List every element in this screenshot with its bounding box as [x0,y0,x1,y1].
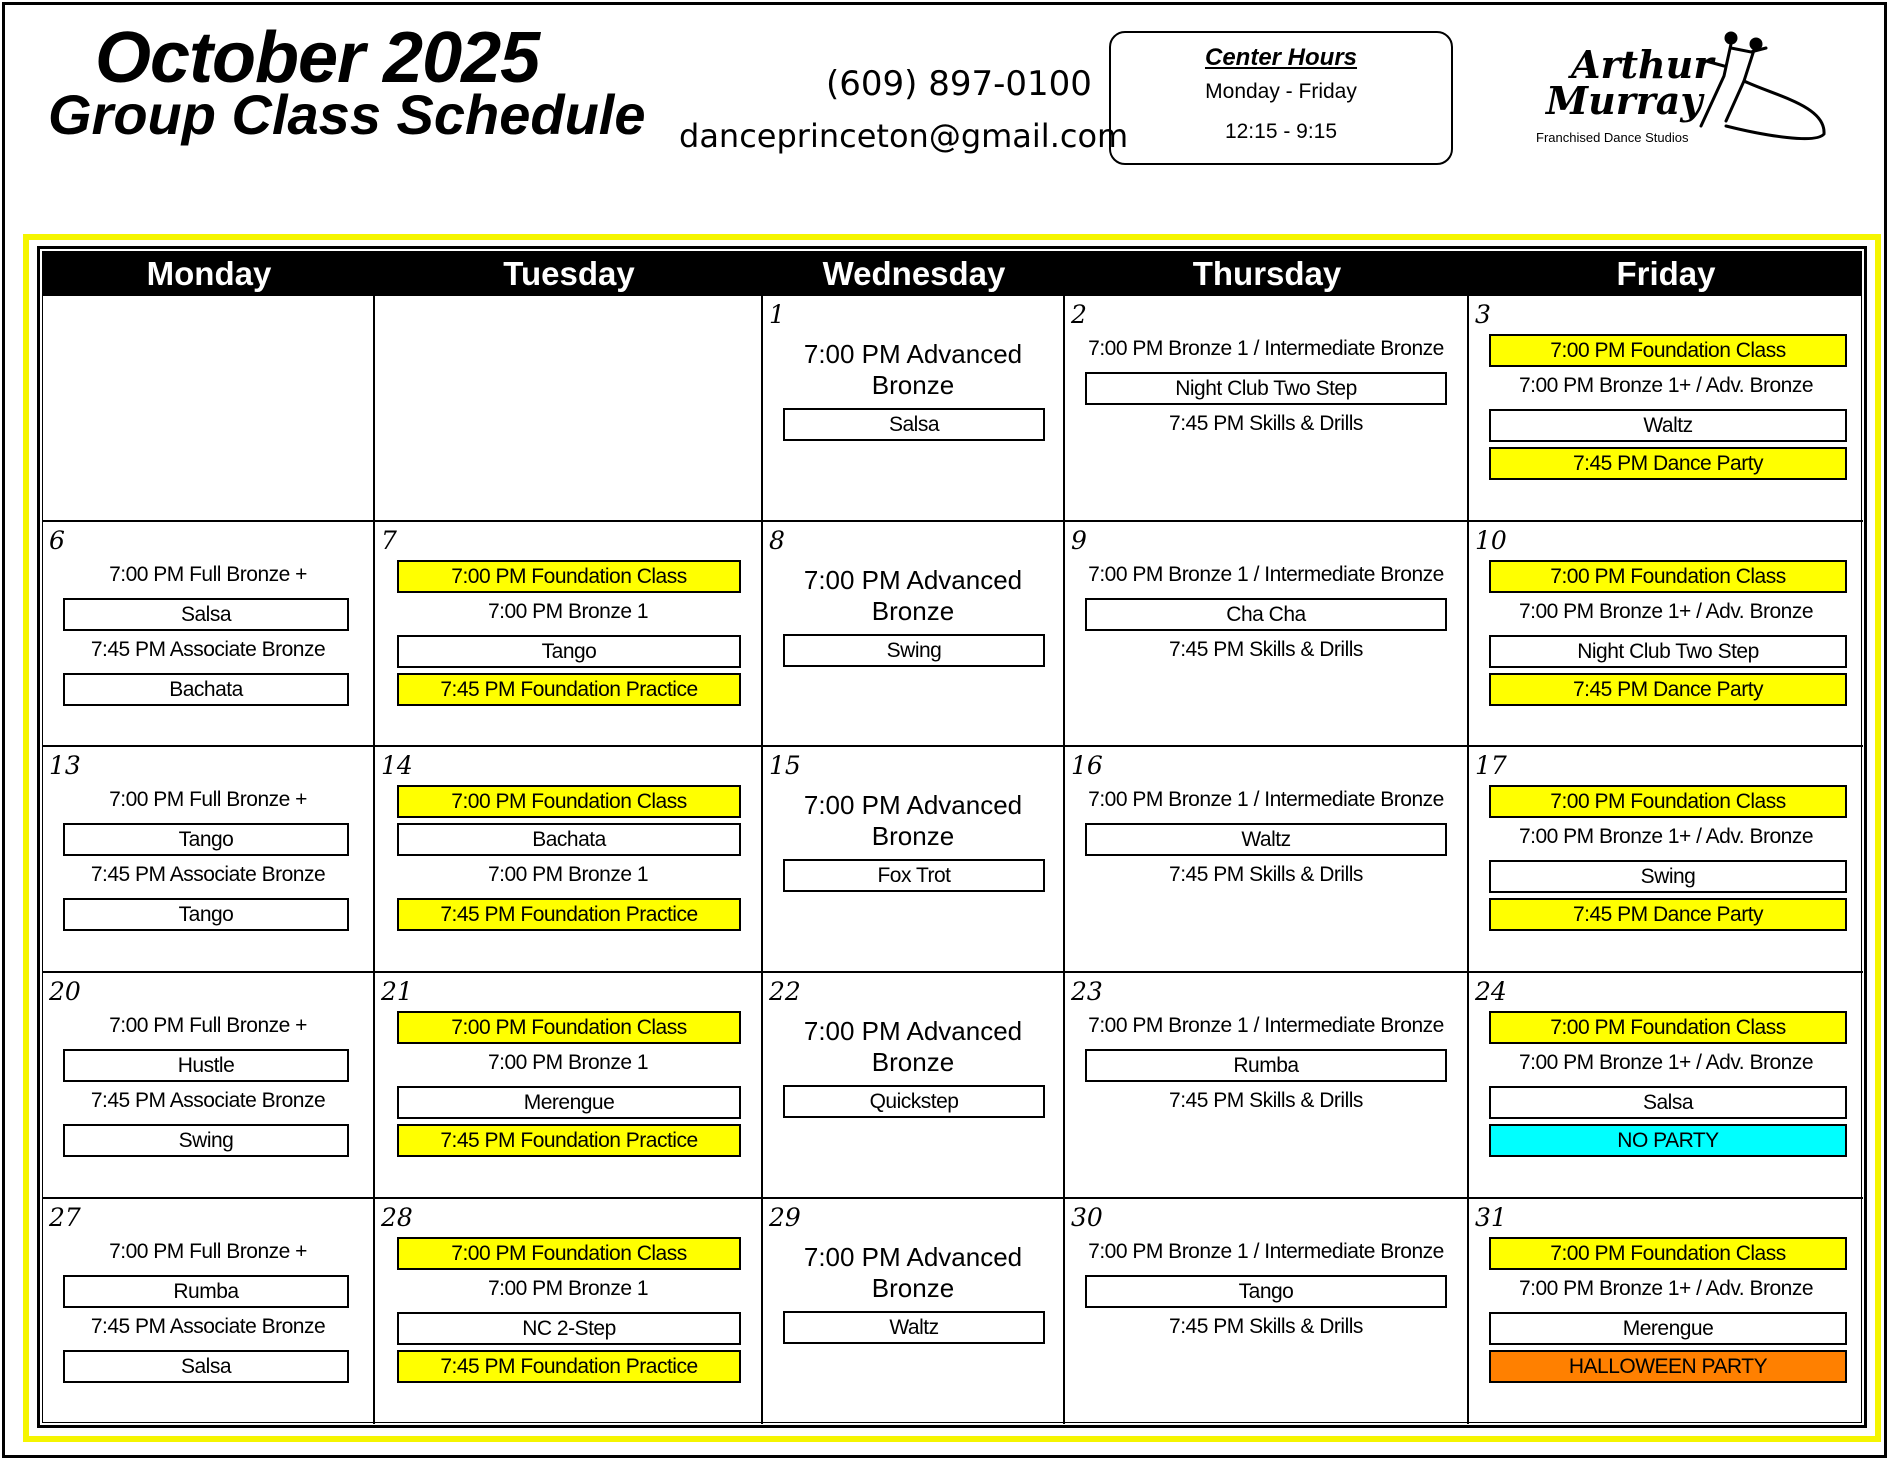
day-number: 13 [49,751,81,780]
class-level: Bronze [871,1273,955,1303]
class-time: 7:00 PM Bronze 1+ / Adv. Bronze [1518,825,1814,848]
dance-style-box: Swing [63,1124,349,1157]
class-time: 7:45 PM Skills & Drills [1169,863,1363,886]
day-number: 17 [1475,751,1507,780]
dance-style-box: Swing [783,634,1045,667]
day-number: 21 [381,977,413,1006]
dance-style-box: Salsa [63,1350,349,1383]
class-time: 7:45 PM Associate Bronze [90,638,326,661]
day-cell [1065,1199,1469,1424]
day-number: 15 [769,751,801,780]
class-time: 7:00 PM Bronze 1+ / Adv. Bronze [1518,374,1814,397]
class-time: 7:00 PM Bronze 1 / Intermediate Bronze [1088,788,1444,811]
foundation-practice-box: 7:45 PM Foundation Practice [397,673,741,706]
dancing-couple-icon [1701,33,1824,139]
class-time: 7:45 PM Associate Bronze [90,1315,326,1338]
foundation-practice-box: 7:45 PM Foundation Practice [397,1350,741,1383]
day-cell [1065,296,1469,522]
class-time: 7:00 PM Bronze 1+ / Adv. Bronze [1518,600,1814,623]
day-cell [763,1199,1065,1424]
foundation-class-box: 7:00 PM Foundation Class [397,785,741,818]
weekday-wed: Wednesday [822,255,1006,292]
class-time: 7:45 PM Skills & Drills [1169,1089,1363,1112]
day-number: 10 [1475,526,1507,555]
weekday-header [43,252,1861,296]
class-level: Bronze [871,596,955,626]
class-time: 7:00 PM Bronze 1 [487,600,649,623]
day-number: 24 [1475,977,1507,1006]
no-party-box: NO PARTY [1489,1124,1847,1157]
day-cell [1469,973,1863,1199]
class-level: Bronze [871,1047,955,1077]
dance-style-box: Waltz [1085,823,1447,856]
day-number: 7 [381,526,397,555]
day-cell [1469,747,1863,973]
class-time: 7:00 PM Bronze 1 / Intermediate Bronze [1088,1240,1444,1263]
dance-style-box: Bachata [63,673,349,706]
foundation-class-box: 7:00 PM Foundation Class [1489,785,1847,818]
foundation-class-box: 7:00 PM Foundation Class [1489,1237,1847,1270]
dance-style-box: Merengue [1489,1312,1847,1345]
logo-line1: Arthur [1571,42,1714,87]
foundation-class-box: 7:00 PM Foundation Class [397,1237,741,1270]
day-cell [43,747,375,973]
day-cell [1065,747,1469,973]
dance-party-box: 7:45 PM Dance Party [1489,898,1847,931]
foundation-practice-box: 7:45 PM Foundation Practice [397,898,741,931]
day-number: 9 [1071,526,1087,555]
dance-style-box: Rumba [63,1275,349,1308]
class-level: Bronze [871,370,955,400]
class-time: 7:00 PM Advanced [803,565,1023,595]
day-number: 23 [1071,977,1103,1006]
class-time: 7:45 PM Skills & Drills [1169,638,1363,661]
dance-style-box: Cha Cha [1085,598,1447,631]
day-number: 27 [49,1203,81,1232]
day-cell [375,522,763,747]
dance-style-box: Waltz [1489,409,1847,442]
dance-style-box: Salsa [783,408,1045,441]
foundation-class-box: 7:00 PM Foundation Class [1489,560,1847,593]
logo-svg [1526,26,1836,150]
dance-style-box: NC 2-Step [397,1312,741,1345]
day-number: 20 [49,977,81,1006]
phone-number[interactable]: (609) 897-0100 [826,64,1092,104]
day-number: 31 [1475,1203,1507,1232]
day-cell [763,973,1065,1199]
day-number: 2 [1071,300,1087,329]
class-time: 7:00 PM Advanced [803,790,1023,820]
class-time: 7:45 PM Associate Bronze [90,863,326,886]
class-time: 7:00 PM Bronze 1 / Intermediate Bronze [1088,337,1444,360]
class-level: Bronze [871,821,955,851]
dance-style-box: Night Club Two Step [1085,372,1447,405]
day-number: 30 [1071,1203,1103,1232]
calendar [37,246,1867,1428]
dance-style-box: Waltz [783,1311,1045,1344]
day-cell [43,522,375,747]
foundation-class-box: 7:00 PM Foundation Class [1489,334,1847,367]
foundation-class-box: 7:00 PM Foundation Class [397,1011,741,1044]
class-time: 7:00 PM Full Bronze + [109,1014,307,1037]
dance-style-box: Tango [63,823,349,856]
day-number: 22 [769,977,801,1006]
dance-style-box: Rumba [1085,1049,1447,1082]
page-title: October 2025 [95,18,540,98]
dance-style-box: Tango [397,635,741,668]
day-number: 1 [769,300,785,329]
weekday-fri: Friday [1616,255,1716,292]
dance-style-box: Hustle [63,1049,349,1082]
class-time: 7:00 PM Bronze 1 [487,863,649,886]
day-cell [375,973,763,1199]
arthur-murray-logo [1526,26,1836,150]
class-time: 7:00 PM Full Bronze + [109,563,307,586]
day-cell [43,1199,375,1424]
day-cell [1469,1199,1863,1424]
class-time: 7:00 PM Advanced [803,1016,1023,1046]
center-hours-time: 12:15 - 9:15 [1224,120,1338,143]
class-time: 7:00 PM Advanced [803,1242,1023,1272]
class-time: 7:00 PM Bronze 1 [487,1051,649,1074]
day-cell [763,522,1065,747]
dance-style-box: Tango [1085,1275,1447,1308]
halloween-party-box: HALLOWEEN PARTY [1489,1350,1847,1383]
dance-style-box: Quickstep [783,1085,1045,1118]
class-time: 7:00 PM Advanced [803,339,1023,369]
weekday-thu: Thursday [1192,255,1342,292]
logo-tagline: Franchised Dance Studios [1536,130,1689,145]
class-time: 7:45 PM Skills & Drills [1169,412,1363,435]
day-cell [763,747,1065,973]
day-cell [763,296,1065,522]
day-cell [375,1199,763,1424]
foundation-practice-box: 7:45 PM Foundation Practice [397,1124,741,1157]
class-time: 7:00 PM Bronze 1+ / Adv. Bronze [1518,1051,1814,1074]
center-hours-days: Monday - Friday [1205,80,1357,103]
class-time: 7:45 PM Associate Bronze [90,1089,326,1112]
center-hours-title: Center Hours [1204,44,1358,71]
day-number: 6 [49,526,65,555]
dance-style-box: Fox Trot [783,859,1045,892]
day-number: 16 [1071,751,1103,780]
weekday-tue: Tuesday [503,255,635,292]
day-cell [43,296,375,522]
day-number: 8 [769,526,785,555]
dance-style-box: Swing [1489,860,1847,893]
dance-style-box: Merengue [397,1086,741,1119]
day-cell [375,747,763,973]
dance-party-box: 7:45 PM Dance Party [1489,673,1847,706]
day-cell [43,973,375,1199]
dance-style-box: Salsa [1489,1086,1847,1119]
class-time: 7:45 PM Skills & Drills [1169,1315,1363,1338]
center-hours-box [1109,31,1453,165]
page-subtitle: Group Class Schedule [48,83,646,146]
day-cell [1469,296,1863,522]
dance-style-box: Salsa [63,598,349,631]
day-number: 3 [1475,300,1491,329]
dance-style-box: Bachata [397,823,741,856]
day-cell [1065,973,1469,1199]
dance-party-box: 7:45 PM Dance Party [1489,447,1847,480]
logo-line2: Murray [1546,78,1703,123]
calendar-grid [42,251,1862,1423]
dance-style-box: Night Club Two Step [1489,635,1847,668]
day-cell [1065,522,1469,747]
dance-style-box: Tango [63,898,349,931]
day-cell [1469,522,1863,747]
weekday-mon: Monday [146,255,272,292]
day-cell [375,296,763,522]
day-number: 28 [381,1203,413,1232]
class-time: 7:00 PM Bronze 1 / Intermediate Bronze [1088,1014,1444,1037]
day-number: 14 [381,751,413,780]
foundation-class-box: 7:00 PM Foundation Class [1489,1011,1847,1044]
email-address[interactable]: danceprinceton@gmail.com [679,117,1129,155]
class-time: 7:00 PM Full Bronze + [109,1240,307,1263]
class-time: 7:00 PM Bronze 1+ / Adv. Bronze [1518,1277,1814,1300]
class-time: 7:00 PM Full Bronze + [109,788,307,811]
day-number: 29 [769,1203,801,1232]
class-time: 7:00 PM Bronze 1 / Intermediate Bronze [1088,563,1444,586]
foundation-class-box: 7:00 PM Foundation Class [397,560,741,593]
class-time: 7:00 PM Bronze 1 [487,1277,649,1300]
